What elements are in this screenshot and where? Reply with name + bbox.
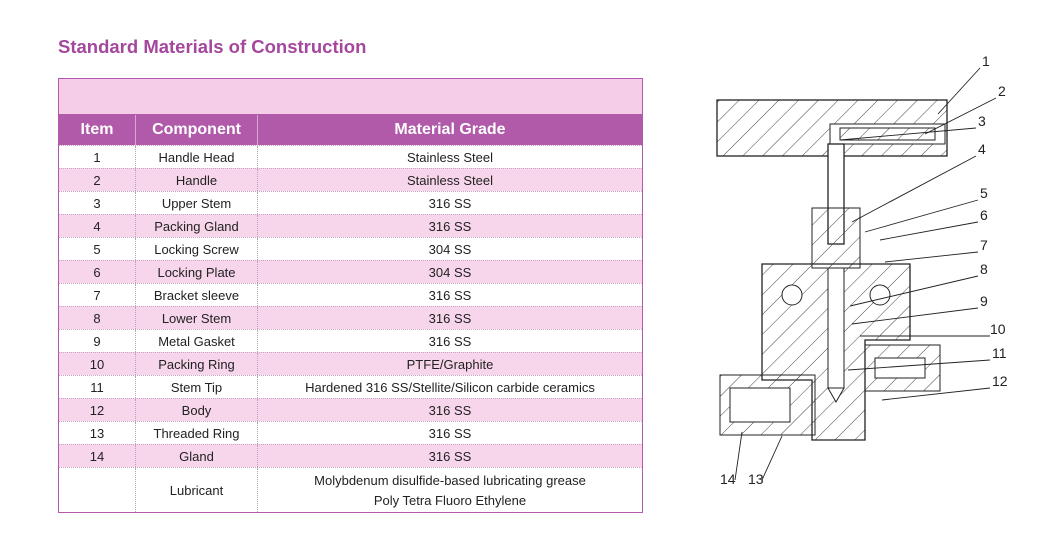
cell-item: 14 [59, 445, 136, 467]
cell-item: 13 [59, 422, 136, 444]
packing-gland-shape [812, 208, 860, 268]
table-header [59, 115, 642, 145]
cell-material: Stainless Steel [407, 172, 493, 188]
cell-component: Gland [136, 445, 258, 467]
diagram-callout-label: 10 [990, 321, 1006, 337]
cell-component: Upper Stem [136, 192, 258, 214]
table-row [59, 444, 642, 467]
cell-material: Hardened 316 SS/Stellite/Silicon carbide ceramics [305, 379, 595, 395]
cell-component: Metal Gasket [136, 330, 258, 352]
cell-item: 8 [59, 307, 136, 329]
table-banner [59, 79, 642, 115]
cell-material: 316 SS [428, 195, 472, 211]
cell-material: PTFE/Graphite [406, 356, 494, 372]
header-item: Item [59, 115, 136, 145]
cell-item: 10 [59, 353, 136, 375]
cell-item: 6 [59, 261, 136, 283]
diagram-callout-label: 14 [720, 471, 736, 487]
cell-component: Lubricant [136, 468, 258, 512]
cell-item: 4 [59, 215, 136, 237]
table-row [59, 191, 642, 214]
diagram-callout-label: 2 [998, 83, 1006, 99]
cell-material: 316 SS [428, 402, 472, 418]
diagram-callout-label: 9 [980, 293, 988, 309]
cell-material: 316 SS [428, 310, 472, 326]
cell-component: Handle Head [136, 146, 258, 168]
cell-material: Stainless Steel [407, 149, 493, 165]
table-row [59, 329, 642, 352]
table-row [59, 260, 642, 283]
cell-item: 1 [59, 146, 136, 168]
cell-material: 304 SS [428, 241, 472, 257]
cell-component: Lower Stem [136, 307, 258, 329]
cell-item: 11 [59, 376, 136, 398]
cell-item [59, 468, 136, 512]
cell-material: 316 SS [428, 425, 472, 441]
table-row [59, 421, 642, 444]
cell-component: Packing Gland [136, 215, 258, 237]
cell-material-line-1: Molybdenum disulfide-based lubricating grease [314, 472, 586, 488]
cell-material: 316 SS [428, 333, 472, 349]
diagram-callout-label: 8 [980, 261, 988, 277]
cell-material: 316 SS [428, 218, 472, 234]
cell-item: 7 [59, 284, 136, 306]
valve-cross-section-diagram [700, 40, 1030, 500]
table-row [59, 283, 642, 306]
cell-item: 12 [59, 399, 136, 421]
cell-material-line-2: Poly Tetra Fluoro Ethylene [373, 492, 527, 508]
cell-material: 316 SS [428, 287, 472, 303]
cell-component: Bracket sleeve [136, 284, 258, 306]
cell-item: 5 [59, 238, 136, 260]
header-component: Component [136, 115, 258, 145]
cell-item: 9 [59, 330, 136, 352]
table-row-lubricant [59, 467, 642, 512]
cell-component: Locking Plate [136, 261, 258, 283]
table-row [59, 375, 642, 398]
cell-item: 2 [59, 169, 136, 191]
diagram-callout-label: 11 [992, 345, 1007, 361]
diagram-callout-label: 5 [980, 185, 988, 201]
header-material: Material Grade [394, 121, 506, 138]
cell-component: Stem Tip [136, 376, 258, 398]
table-row [59, 398, 642, 421]
cell-component: Body [136, 399, 258, 421]
table-row [59, 168, 642, 191]
table-row [59, 145, 642, 168]
diagram-callout-label: 6 [980, 207, 988, 223]
diagram-callout-label: 4 [978, 141, 986, 157]
diagram-callout-label: 13 [748, 471, 764, 487]
page-title: Standard Materials of Construction [58, 36, 367, 57]
table-row [59, 237, 642, 260]
cell-component: Handle [136, 169, 258, 191]
cell-material: 304 SS [428, 264, 472, 280]
diagram-callout-label: 1 [982, 53, 990, 69]
materials-table [58, 78, 643, 513]
diagram-callout-label: 3 [978, 113, 986, 129]
cell-component: Threaded Ring [136, 422, 258, 444]
lower-stem-shape [828, 268, 844, 388]
cell-material: 316 SS [428, 448, 472, 464]
cell-material [258, 468, 642, 512]
cell-component: Packing Ring [136, 353, 258, 375]
table-row [59, 306, 642, 329]
diagram-callout-label: 7 [980, 237, 988, 253]
table-row [59, 214, 642, 237]
table-row [59, 352, 642, 375]
cell-component: Locking Screw [136, 238, 258, 260]
diagram-callout-label: 12 [992, 373, 1008, 389]
cell-item: 3 [59, 192, 136, 214]
